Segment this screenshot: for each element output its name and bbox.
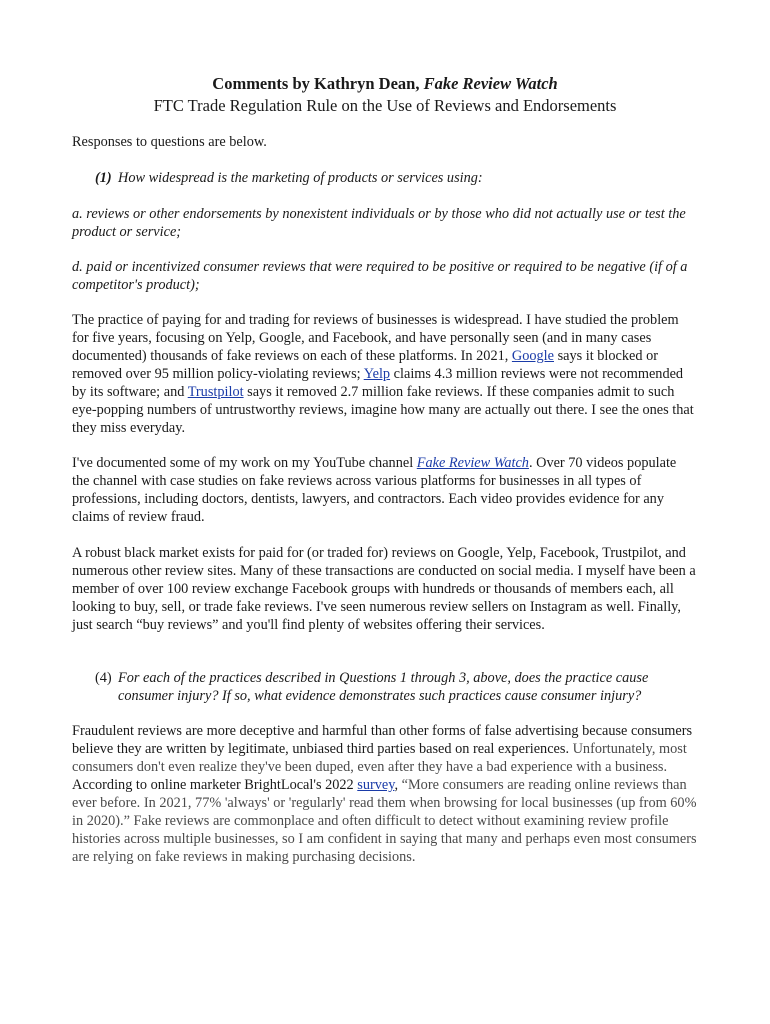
answer-2-text-a: I've documented some of my work on my YouTube channel [72, 455, 417, 471]
answer-4-text-e: “More consumers are reading online reviews than ever before. In 2021, 77% 'always' or 'regularly' read them when browsing for local businesses (up from 60% in 2020).” Fake reviews are commonplace and often difficult to detect without examining review profile histories across multiple businesses, so I am confident in saying that many and perhaps even most consumers are relying on fake reviews in making purchasing decisions. [72, 777, 697, 865]
youtube-channel-link[interactable]: Fake Review Watch [416, 455, 529, 471]
google-link[interactable]: Google [511, 348, 554, 364]
question-1-text: How widespread is the marketing of products or services using: [118, 170, 483, 186]
page-title [0, 74, 770, 94]
trustpilot-link[interactable]: Trustpilot [187, 384, 244, 400]
answer-4-text-d: , [394, 777, 402, 793]
question-1-number: (1) [95, 170, 112, 186]
question-4-number: (4) [95, 670, 112, 686]
title-author: Comments by Kathryn Dean, [212, 74, 424, 93]
answer-1-text-d: says it removed 2.7 million fake reviews. If these companies admit to such eye-popping numbers of untrustworthy reviews, imagine how many are actually out there. I see the ones that they miss everyday. [72, 384, 694, 436]
question-1d: d. paid or incentivized consumer reviews that were required to be positive or required to be negative (if of a competitor's product); [72, 259, 688, 293]
answer-1-text-b: says it blocked or removed over 95 million policy-violating reviews; [72, 348, 659, 382]
title-organization: Fake Review Watch [423, 74, 558, 93]
answer-1-text-a: The practice of paying for and trading for reviews of businesses is widespread. I have studied the problem for five years, focusing on Yelp, Google, and Facebook, and have personally seen (and in many cases documented) thousands of fake reviews on each of these platforms. In 2021, [72, 312, 679, 364]
survey-link[interactable]: survey [357, 777, 395, 793]
answer-4-text-c: According to online marketer BrightLocal's 2022 [72, 777, 358, 793]
answer-2-text-b: . Over 70 videos populate the channel with case studies on fake reviews across various platforms for businesses in all types of professions, including doctors, dentists, lawyers, and contractors. Each video provides evidence for any claims of review fraud. [72, 455, 677, 525]
answer-1-text-c: claims 4.3 million reviews were not recommended by its software; and [72, 366, 684, 400]
question-4-text: For each of the practices described in Questions 1 through 3, above, does the practice cause consumer injury? If so, what evidence demonstrates such practices cause consumer injury? [118, 670, 649, 704]
answer-4-text-b: Unfortunately, most consumers don't even realize they've been duped, even after they have a bad experience with a business. [72, 741, 687, 775]
answer-paragraph-3: A robust black market exists for paid for (or traded for) reviews on Google, Yelp, Facebook, Trustpilot, and numerous other review sites. Many of these transactions are conducted on social media. I myself have been a member of over 100 review exchange Facebook groups with hundreds or thousands of members each, all looking to buy, sell, or trade fake reviews. I've seen numerous review sellers on Instagram as well. Finally, just search “buy reviews” and you'll find plenty of websites offering their services. [72, 545, 696, 633]
answer-paragraph-1 [72, 311, 697, 437]
answer-4-text-a: Fraudulent reviews are more deceptive and harmful than other forms of false advertising because consumers believe they are written by legitimate, unbiased third parties based on real experiences. [72, 723, 693, 757]
answer-paragraph-4 [72, 722, 700, 866]
answer-paragraph-2 [72, 454, 690, 526]
yelp-link[interactable]: Yelp [363, 366, 391, 382]
question-1a: a. reviews or other endorsements by nonexistent individuals or by those who did not actually use or test the product or service; [72, 206, 686, 240]
page-subtitle: FTC Trade Regulation Rule on the Use of Reviews and Endorsements [153, 96, 617, 115]
intro-paragraph: Responses to questions are below. [72, 134, 267, 150]
